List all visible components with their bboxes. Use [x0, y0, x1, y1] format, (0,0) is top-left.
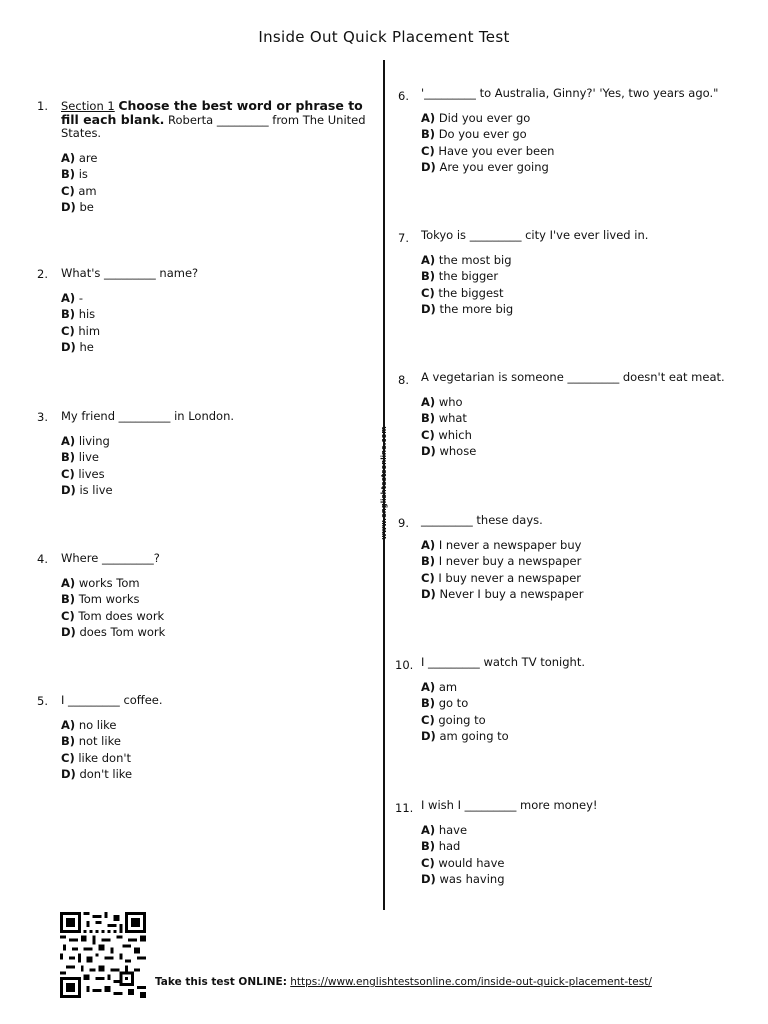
- option-c[interactable]: C) am: [61, 183, 97, 198]
- question-text: Roberta _________ from The United States.: [61, 113, 366, 140]
- option-d[interactable]: D) be: [61, 199, 94, 214]
- option-b[interactable]: B) the bigger: [421, 269, 499, 284]
- question-stem: '_________ to Australia, Ginny?' 'Yes, two years ago.": [421, 86, 719, 100]
- question-3: [37, 409, 379, 500]
- question-5: [37, 693, 379, 784]
- side-watermark-url: www.englishtestsonline.com: [380, 426, 388, 540]
- option-d[interactable]: D) does Tom work: [61, 624, 166, 639]
- option-d[interactable]: D) is live: [61, 482, 113, 497]
- question-stem: _________ these days.: [421, 513, 543, 527]
- option-a[interactable]: A) Did you ever go: [421, 111, 531, 125]
- option-c[interactable]: C) would have: [421, 855, 505, 870]
- question-stem: I _________ coffee.: [61, 693, 163, 707]
- question-number: 10.: [395, 658, 414, 672]
- option-d[interactable]: D) Are you ever going: [421, 159, 549, 174]
- option-b[interactable]: B) go to: [421, 696, 469, 711]
- option-a[interactable]: A) have: [421, 823, 468, 837]
- option-b[interactable]: B) Do you ever go: [421, 127, 527, 142]
- option-c[interactable]: C) him: [61, 323, 101, 338]
- option-a[interactable]: A) I never a newspaper buy: [421, 538, 582, 552]
- option-a[interactable]: A) who: [421, 395, 463, 409]
- option-c[interactable]: C) Tom does work: [61, 608, 165, 623]
- option-d[interactable]: D) he: [61, 339, 94, 354]
- question-number: 11.: [395, 801, 414, 815]
- option-c[interactable]: C) like don't: [61, 750, 132, 765]
- option-b[interactable]: B) Tom works: [61, 592, 140, 607]
- option-d[interactable]: D) don't like: [61, 766, 133, 781]
- question-number: 7.: [398, 231, 409, 245]
- question-9: [398, 513, 761, 604]
- question-10: [395, 655, 761, 746]
- question-11: [395, 798, 761, 889]
- option-c[interactable]: C) I buy never a newspaper: [421, 570, 581, 585]
- option-d[interactable]: D) the more big: [421, 301, 514, 316]
- option-a[interactable]: A) are: [61, 151, 98, 165]
- question-2: [37, 266, 379, 357]
- footer-online-link: [155, 976, 652, 988]
- question-8: [398, 370, 761, 461]
- option-b[interactable]: B) not like: [61, 734, 121, 749]
- question-4: [37, 551, 379, 642]
- option-a[interactable]: A) the most big: [421, 253, 512, 267]
- question-number: 9.: [398, 516, 409, 530]
- question-number: 8.: [398, 373, 409, 387]
- question-stem: What's _________ name?: [61, 266, 199, 280]
- option-a[interactable]: A) no like: [61, 718, 117, 732]
- footer-label: Take this test ONLINE:: [155, 976, 287, 988]
- option-c[interactable]: C) the biggest: [421, 285, 504, 300]
- question-number: 6.: [398, 89, 409, 103]
- option-b[interactable]: B) I never buy a newspaper: [421, 554, 582, 569]
- option-c[interactable]: C) Have you ever been: [421, 143, 555, 158]
- question-number: 2.: [37, 267, 48, 281]
- question-stem: [61, 99, 379, 140]
- page-title: Inside Out Quick Placement Test: [258, 28, 510, 46]
- option-a[interactable]: A) works Tom: [61, 576, 140, 590]
- question-7: [398, 228, 761, 319]
- option-a[interactable]: A) -: [61, 291, 83, 305]
- option-d[interactable]: D) Never I buy a newspaper: [421, 586, 584, 601]
- option-c[interactable]: C) lives: [61, 466, 105, 481]
- option-b[interactable]: B) live: [61, 450, 99, 465]
- test-url-link[interactable]: https://www.englishtestsonline.com/inside-out-quick-placement-test/: [290, 976, 652, 988]
- question-number: 1.: [37, 99, 48, 113]
- question-stem: Tokyo is _________ city I've ever lived in.: [421, 228, 649, 242]
- question-stem: A vegetarian is someone _________ doesn't eat meat.: [421, 370, 725, 384]
- qr-code-icon[interactable]: [58, 912, 148, 998]
- option-a[interactable]: A) living: [61, 434, 110, 448]
- question-6: [398, 86, 761, 177]
- option-b[interactable]: B) what: [421, 411, 467, 426]
- option-d[interactable]: D) whose: [421, 443, 477, 458]
- option-a[interactable]: A) am: [421, 680, 458, 694]
- option-d[interactable]: D) am going to: [421, 728, 509, 743]
- option-b[interactable]: B) his: [61, 307, 96, 322]
- question-stem: My friend _________ in London.: [61, 409, 235, 423]
- question-stem: I wish I _________ more money!: [421, 798, 598, 812]
- option-c[interactable]: C) which: [421, 427, 472, 442]
- question-stem: I _________ watch TV tonight.: [421, 655, 586, 669]
- section-label: Section 1: [61, 99, 115, 113]
- option-b[interactable]: B) had: [421, 839, 461, 854]
- question-stem: Where _________?: [61, 551, 160, 565]
- option-b[interactable]: B) is: [61, 167, 88, 182]
- question-number: 4.: [37, 552, 48, 566]
- question-1: [37, 98, 379, 217]
- option-c[interactable]: C) going to: [421, 712, 486, 727]
- section-instruction: Choose the best word or phrase to fill each blank.: [61, 98, 363, 127]
- question-number: 5.: [37, 694, 48, 708]
- option-d[interactable]: D) was having: [421, 871, 505, 886]
- question-number: 3.: [37, 410, 48, 424]
